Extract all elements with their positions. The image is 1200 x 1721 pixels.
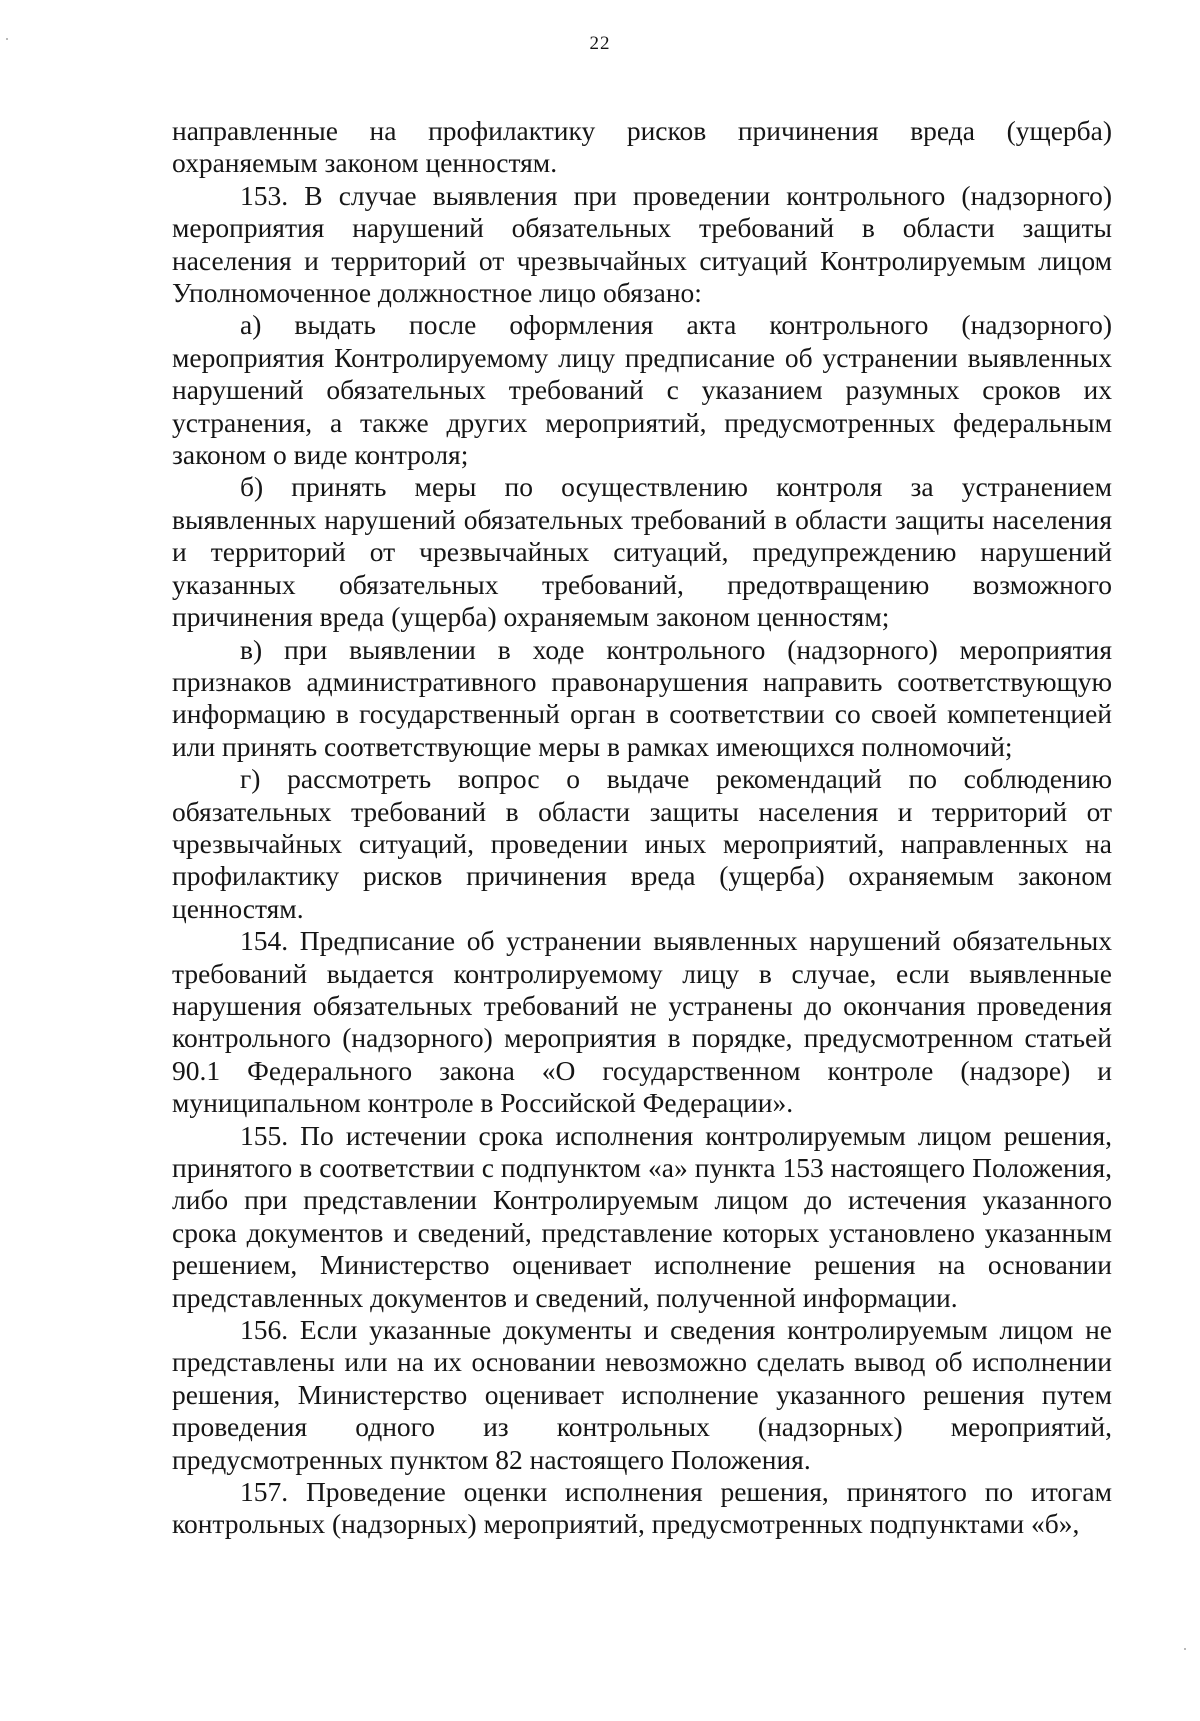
paragraph-153-b: б) принять меры по осуществлению контроля за устранением выявленных нарушений обязательных требований в области защиты населения и территорий от чрезвычайных ситуаций, предупреждению нарушений указанных обязательных требований, предотвращению возможного причинения вреда (ущерба) охраняемым законом ценностям; — [172, 471, 1112, 633]
paragraph-157: 157. Проведение оценки исполнения решения, принятого по итогам контрольных (надзорных) мероприятий, предусмотренных подпунктами «б», — [172, 1476, 1112, 1540]
paragraph-155: 155. По истечении срока исполнения контролируемым лицом решения, принятого в соответствии с подпунктом «а» пункта 153 настоящего Положения, либо при представлении Контролируемым лицом до истечения указанного срока документов и сведений, представление которых установлено указанным решением, Министерство оценивает исполнение решения на основании представленных документов и сведений, полученной информации. — [172, 1119, 1112, 1313]
paragraph-153-a: а) выдать после оформления акта контрольного (надзорного) мероприятия Контролируемому лицу предписание об устранении выявленных нарушений обязательных требований с указанием разумных сроков их устранения, а также других мероприятий, предусмотренных федеральным законом о виде контроля; — [172, 309, 1112, 471]
paragraph-153-v: в) при выявлении в ходе контрольного (надзорного) мероприятия признаков административного правонарушения направить соответствующую информацию в государственный орган в соответствии со своей компетенцией или принять соответствующие меры в рамках имеющихся полномочий; — [172, 633, 1112, 762]
paragraph-154: 154. Предписание об устранении выявленных нарушений обязательных требований выдается контролируемому лицу в случае, если выявленные нарушения обязательных требований не устранены до окончания проведения контрольного (надзорного) мероприятия в порядке, предусмотренном статьей 90.1 Федерального закона «О государственном контроле (надзоре) и муниципальном контроле в Российской Федерации». — [172, 925, 1112, 1119]
document-body — [172, 115, 1112, 1541]
paragraph-continuation: направленные на профилактику рисков причинения вреда (ущерба) охраняемым законом ценностям. — [172, 115, 1112, 179]
page-number: 22 — [589, 33, 611, 54]
paragraph-153-g: г) рассмотреть вопрос о выдаче рекомендаций по соблюдению обязательных требований в области защиты населения и территорий от чрезвычайных ситуаций, проведении иных мероприятий, направленных на профилактику рисков причинения вреда (ущерба) охраняемым законом ценностям. — [172, 763, 1112, 924]
paragraph-153: 153. В случае выявления при проведении контрольного (надзорного) мероприятия нарушений обязательных требований в области защиты населения и территорий от чрезвычайных ситуаций Контролируемым лицом Уполномоченное должностное лицо обязано: — [172, 179, 1112, 309]
scan-speck — [1184, 1648, 1186, 1650]
paragraph-156: 156. Если указанные документы и сведения контролируемым лицом не представлены или на их основании невозможно сделать вывод об исполнении решения, Министерство оценивает исполнение указанного решения путем проведения одного из контрольных (надзорных) мероприятий, предусмотренных пунктом 82 настоящего Положения. — [172, 1314, 1112, 1475]
scan-speck — [6, 38, 8, 40]
